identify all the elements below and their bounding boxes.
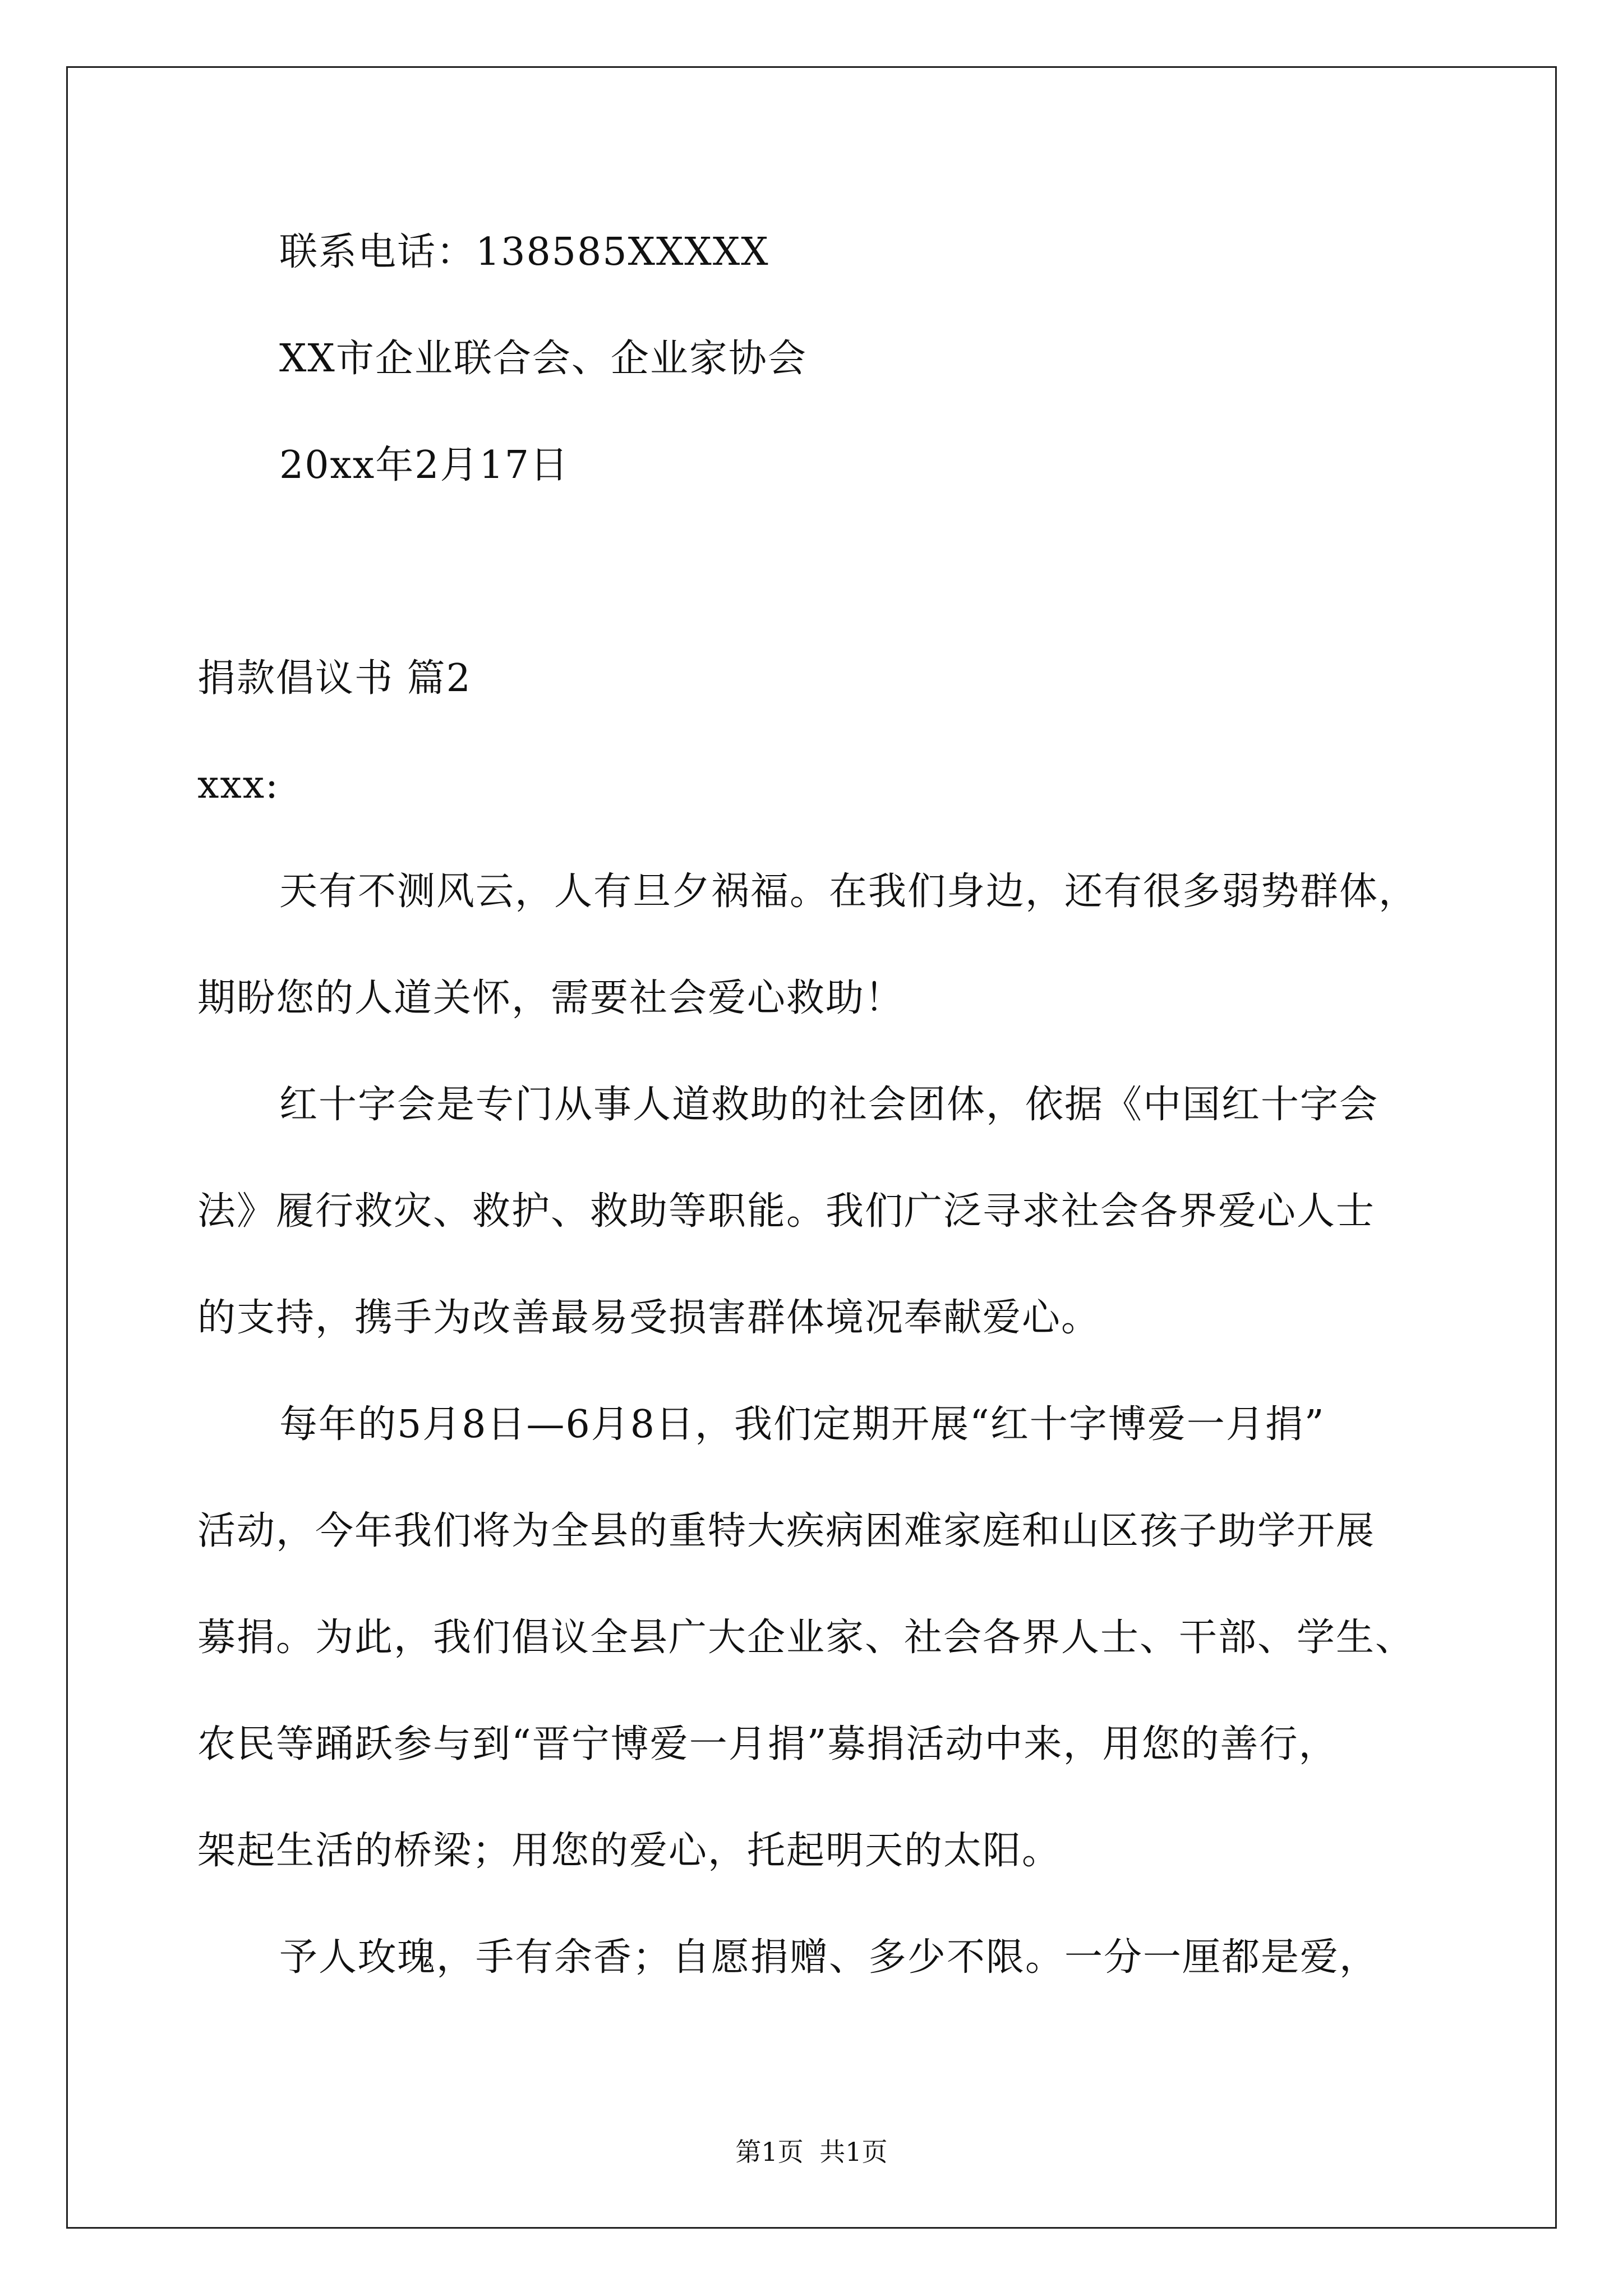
section-title: 捐款倡议书 篇2 [197, 656, 472, 701]
paragraph-1-line-2: 期盼您的人道关怀，需要社会爱心救助！ [197, 976, 905, 1020]
paragraph-3-line-3: 募捐。为此，我们倡议全县广大企业家、社会各界人士、干部、学生、 [197, 1616, 1415, 1660]
salutation: xxx: [197, 763, 279, 807]
paragraph-3-line-1: 每年的5月8日—6月8日，我们定期开展“红十字博爱一月捐” [279, 1402, 1325, 1447]
paragraph-2-line-3: 的支持，携手为改善最易受损害群体境况奉献爱心。 [197, 1296, 1101, 1340]
contact-phone: 联系电话：138585XXXXX [279, 230, 769, 274]
paragraph-2-line-2: 法》履行救灾、救护、救助等职能。我们广泛寻求社会各界爱心人士 [197, 1189, 1376, 1234]
paragraph-3-line-4: 农民等踊跃参与到“晋宁博爱一月捐”募捐活动中来，用您的善行， [197, 1722, 1338, 1766]
page-border [66, 66, 1557, 2229]
paragraph-1-line-1: 天有不测风云，人有旦夕祸福。在我们身边，还有很多弱势群体， [279, 869, 1418, 914]
paragraph-3-line-2: 活动，今年我们将为全县的重特大疾病困难家庭和山区孩子助学开展 [197, 1509, 1376, 1553]
document-date: 20xx年2月17日 [279, 443, 570, 487]
paragraph-3-line-5: 架起生活的桥梁；用您的爱心，托起明天的太阳。 [197, 1829, 1062, 1873]
paragraph-2-line-1: 红十字会是专门从事人道救助的社会团体，依据《中国红十字会 [279, 1083, 1379, 1127]
page-indicator: 第1页 共1页 [735, 2137, 888, 2167]
paragraph-4-line-1: 予人玫瑰，手有余香；自愿捐赠、多少不限。一分一厘都是爱， [279, 1935, 1379, 1980]
organization-name: XX市企业联合会、企业家协会 [279, 337, 807, 381]
